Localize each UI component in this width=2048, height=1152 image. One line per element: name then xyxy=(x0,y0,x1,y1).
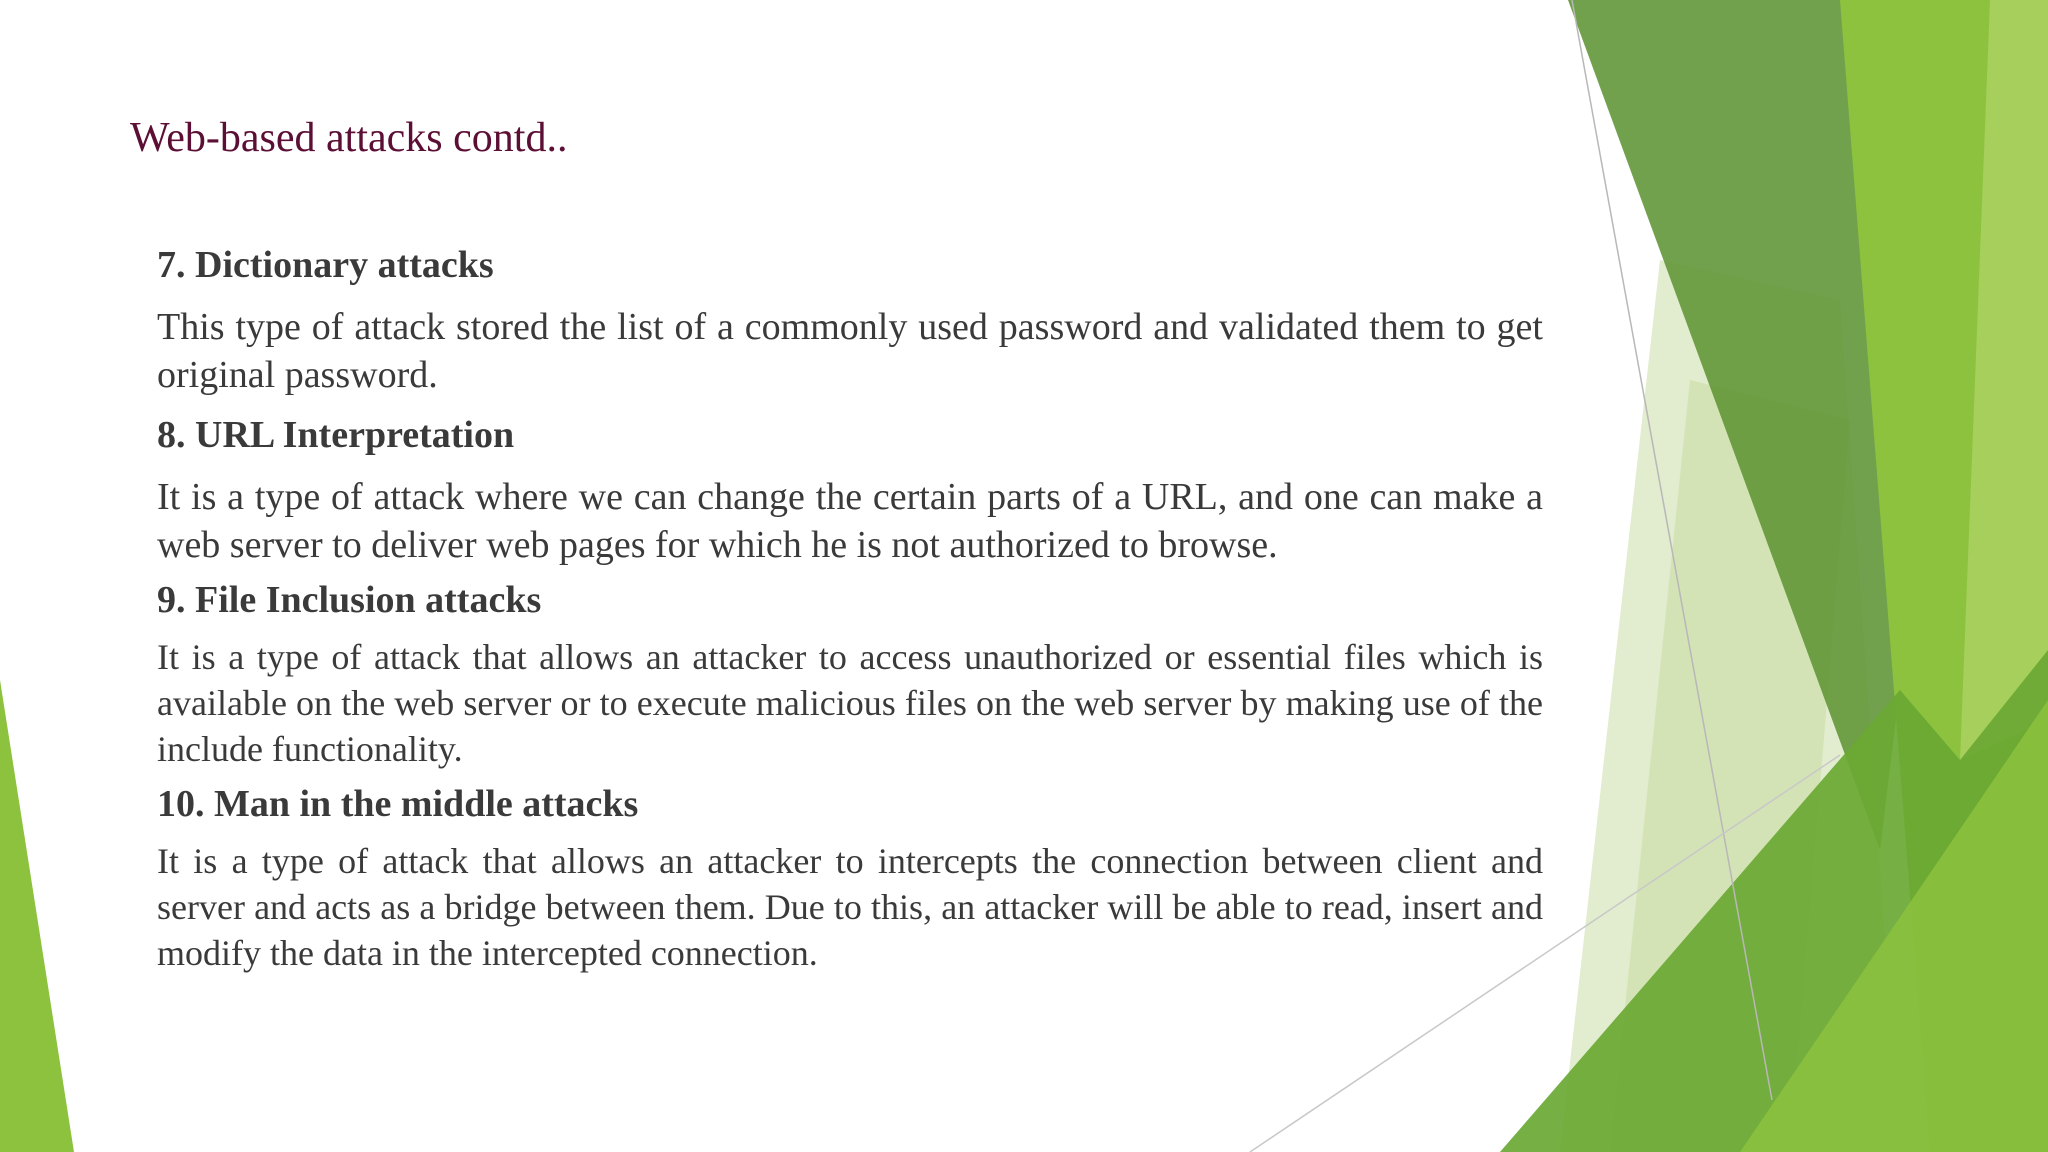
section-file-inclusion-attacks xyxy=(157,571,1543,772)
slide-title: Web-based attacks contd.. xyxy=(130,115,568,161)
section-man-in-the-middle-attacks xyxy=(157,775,1543,976)
section-dictionary-attacks xyxy=(157,236,1543,399)
left-edge-bar xyxy=(0,680,74,1152)
section-heading: 9. File Inclusion attacks xyxy=(157,579,542,621)
section-heading: 10. Man in the middle attacks xyxy=(157,783,639,825)
section-body: This type of attack stored the list of a commonly used password and validated them to get original password. xyxy=(157,306,1543,396)
section-url-interpretation xyxy=(157,406,1543,569)
section-body: It is a type of attack that allows an attacker to intercepts the connection between client and server and acts as a bridge between them. Due to this, an attacker will be able to read, insert and modify the data in the intercepted connection. xyxy=(157,841,1543,973)
section-heading: 8. URL Interpretation xyxy=(157,414,515,456)
slide-content xyxy=(157,236,1543,976)
section-heading: 7. Dictionary attacks xyxy=(157,244,494,286)
section-body: It is a type of attack that allows an attacker to access unauthorized or essential files which is available on the web server or to execute malicious files on the web server by making use of the include functionality. xyxy=(157,637,1543,769)
section-body: It is a type of attack where we can change the certain parts of a URL, and one can make a web server to deliver web pages for which he is not authorized to browse. xyxy=(157,476,1543,566)
